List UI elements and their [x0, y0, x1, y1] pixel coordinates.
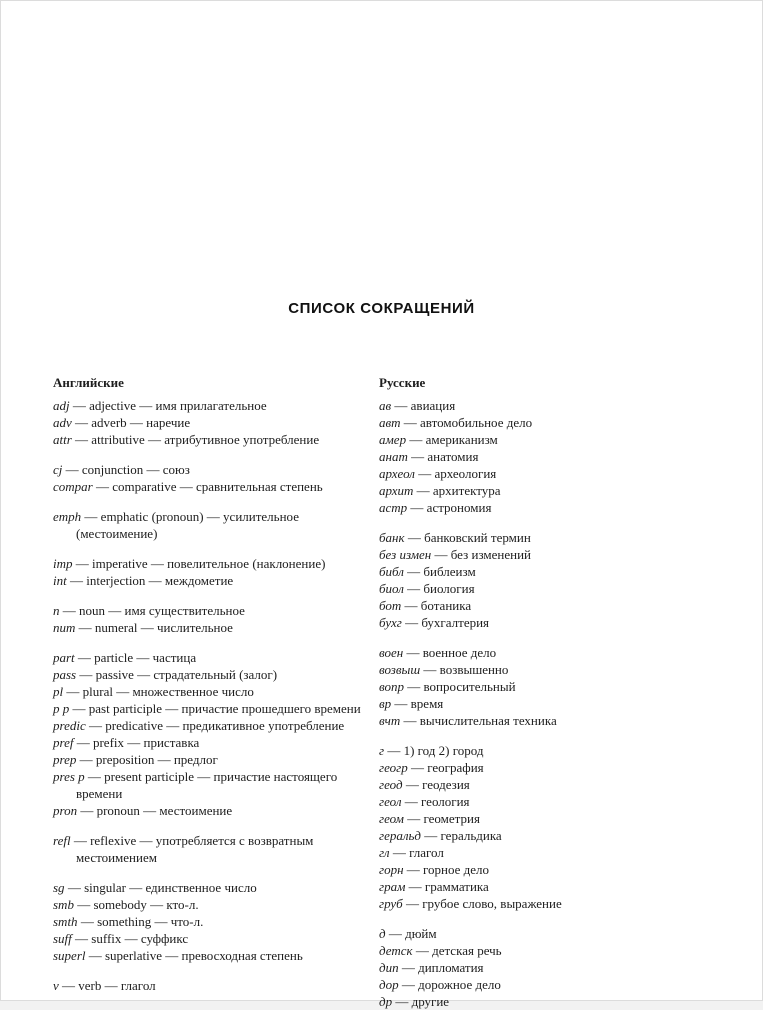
- abbreviation-term: геогр: [379, 760, 408, 775]
- abbreviation-expansion: военное дело: [422, 645, 497, 660]
- abbreviation-term: num: [53, 620, 76, 635]
- entry-group: [53, 397, 365, 448]
- abbreviation-term: suff: [53, 931, 72, 946]
- abbreviation-expansion: грубое слово, выражение: [422, 896, 562, 911]
- abbreviation-term: грам: [379, 879, 406, 894]
- abbreviation-expansion: геология: [421, 794, 470, 809]
- abbreviation-entry: attr — attributive — атрибутивное употребление: [53, 432, 320, 447]
- abbreviation-entry: дор — дорожное дело: [379, 977, 501, 992]
- entry-group: [53, 832, 365, 866]
- abbreviation-expansion: бухгалтерия: [421, 615, 490, 630]
- abbreviation-term: архит: [379, 483, 414, 498]
- abbreviation-expansion: 1) год 2) город: [403, 743, 484, 758]
- abbreviation-entry: гл — глагол: [379, 845, 444, 860]
- abbreviation-expansion: геометрия: [423, 811, 480, 826]
- abbreviation-term: adv: [53, 415, 72, 430]
- abbreviation-entry: emph — emphatic (pronoun) — усилительное (местоимение): [53, 509, 299, 541]
- abbreviation-entry: smb — somebody — кто-л.: [53, 897, 199, 912]
- abbreviation-term: др: [379, 994, 393, 1009]
- abbreviation-expansion: география: [427, 760, 484, 775]
- abbreviation-expansion: грамматика: [424, 879, 489, 894]
- abbreviation-expansion: автомобильное дело: [420, 415, 533, 430]
- abbreviation-entry: горн — горное дело: [379, 862, 490, 877]
- column-russian: [379, 374, 679, 1010]
- abbreviation-entry: sg — singular — единственное число: [53, 880, 257, 895]
- abbreviation-term: бухг: [379, 615, 402, 630]
- abbreviation-expansion: геодезия: [422, 777, 470, 792]
- abbreviation-expansion: авиация: [410, 398, 456, 413]
- abbreviation-expansion: adjective — имя прилагательное: [89, 398, 267, 413]
- abbreviation-term: геол: [379, 794, 402, 809]
- abbreviation-entry: compar — comparative — сравнительная степень: [53, 479, 323, 494]
- column-english-entries: [53, 397, 365, 994]
- entry-group: [53, 649, 365, 819]
- abbreviation-term: воен: [379, 645, 404, 660]
- entry-group: [53, 461, 365, 495]
- abbreviation-entry: ав — авиация: [379, 398, 456, 413]
- entry-group: [379, 925, 679, 1010]
- abbreviation-expansion: возвышенно: [439, 662, 509, 677]
- abbreviation-entry: амер — американизм: [379, 432, 498, 447]
- abbreviation-entry: авт — автомобильное дело: [379, 415, 533, 430]
- abbreviation-expansion: interjection — междометие: [86, 573, 234, 588]
- abbreviation-term: гл: [379, 845, 390, 860]
- page-title: СПИСОК СОКРАЩЕНИЙ: [288, 300, 475, 317]
- abbreviation-term: smth: [53, 914, 78, 929]
- abbreviation-expansion: астрономия: [426, 500, 492, 515]
- abbreviation-entry: геогр — география: [379, 760, 484, 775]
- abbreviation-entry: int — interjection — междометие: [53, 573, 234, 588]
- abbreviation-term: adj: [53, 398, 70, 413]
- abbreviation-entry: prep — preposition — предлог: [53, 752, 218, 767]
- abbreviation-expansion: comparative — сравнительная степень: [112, 479, 323, 494]
- abbreviation-entry: suff — suffix — суффикс: [53, 931, 189, 946]
- column-russian-header: Русские: [379, 375, 426, 390]
- abbreviation-entry: др — другие: [379, 994, 450, 1009]
- abbreviation-entry: pres p — present participle — причастие настоящего времени: [53, 769, 338, 801]
- abbreviation-term: smb: [53, 897, 74, 912]
- abbreviation-expansion: reflexive — употребляется с возвратным местоимением: [76, 833, 314, 865]
- abbreviation-term: вопр: [379, 679, 404, 694]
- abbreviation-entry: воен — военное дело: [379, 645, 497, 660]
- abbreviation-entry: архит — архитектура: [379, 483, 501, 498]
- column-english: [53, 374, 365, 994]
- abbreviation-entry: бухг — бухгалтерия: [379, 615, 490, 630]
- abbreviation-entry: геод — геодезия: [379, 777, 470, 792]
- abbreviation-entry: part — particle — частица: [53, 650, 197, 665]
- abbreviation-entry: грам — грамматика: [379, 879, 489, 894]
- abbreviation-expansion: adverb — наречие: [91, 415, 191, 430]
- abbreviation-expansion: numeral — числительное: [94, 620, 233, 635]
- abbreviation-entry: банк — банковский термин: [379, 530, 531, 545]
- abbreviation-entry: p p — past participle — причастие прошедшего времени: [53, 701, 361, 716]
- abbreviation-expansion: noun — имя существительное: [79, 603, 245, 618]
- abbreviation-entry: pl — plural — множественное число: [53, 684, 254, 699]
- abbreviation-expansion: вычислительная техника: [419, 713, 557, 728]
- abbreviation-term: pass: [53, 667, 77, 682]
- abbreviation-expansion: imperative — повелительное (наклонение): [92, 556, 326, 571]
- abbreviation-term: p p: [53, 701, 70, 716]
- abbreviation-expansion: геральдика: [440, 828, 502, 843]
- abbreviation-entry: v — verb — глагол: [53, 978, 156, 993]
- abbreviation-entry: predic — predicative — предикативное употребление: [53, 718, 345, 733]
- abbreviation-term: геод: [379, 777, 403, 792]
- abbreviation-term: pl: [53, 684, 64, 699]
- abbreviation-expansion: детская речь: [432, 943, 502, 958]
- abbreviation-entry: археол — археология: [379, 466, 497, 481]
- abbreviation-term: г: [379, 743, 385, 758]
- abbreviation-expansion: particle — частица: [94, 650, 197, 665]
- abbreviation-expansion: время: [410, 696, 444, 711]
- abbreviation-expansion: conjunction — союз: [81, 462, 190, 477]
- abbreviation-entry: библ — библеизм: [379, 564, 476, 579]
- abbreviation-term: горн: [379, 862, 404, 877]
- abbreviation-term: imp: [53, 556, 73, 571]
- abbreviation-expansion: predicative — предикативное употребление: [105, 718, 345, 733]
- abbreviation-entry: adv — adverb — наречие: [53, 415, 191, 430]
- abbreviation-expansion: дипломатия: [418, 960, 484, 975]
- abbreviation-expansion: somebody — кто-л.: [93, 897, 199, 912]
- abbreviation-entry: num — numeral — числительное: [53, 620, 233, 635]
- abbreviation-term: v: [53, 978, 59, 993]
- abbreviation-entry: д — дюйм: [379, 926, 437, 941]
- abbreviation-term: prep: [53, 752, 77, 767]
- abbreviation-entry: pref — prefix — приставка: [53, 735, 200, 750]
- abbreviation-expansion: горное дело: [423, 862, 490, 877]
- abbreviation-entry: возвыш — возвышенно: [379, 662, 509, 677]
- abbreviation-entry: дип — дипломатия: [379, 960, 484, 975]
- abbreviation-expansion: preposition — предлог: [95, 752, 218, 767]
- abbreviation-entry: imp — imperative — повелительное (наклонение): [53, 556, 326, 571]
- abbreviation-expansion: prefix — приставка: [92, 735, 200, 750]
- abbreviation-expansion: pronoun — местоимение: [96, 803, 233, 818]
- abbreviation-expansion: superlative — превосходная степень: [105, 948, 303, 963]
- entry-group: [53, 508, 365, 542]
- abbreviation-expansion: глагол: [409, 845, 444, 860]
- abbreviation-term: детск: [379, 943, 413, 958]
- abbreviation-expansion: дюйм: [405, 926, 437, 941]
- abbreviation-expansion: банковский термин: [424, 530, 531, 545]
- abbreviation-entry: n — noun — имя существительное: [53, 603, 245, 618]
- abbreviation-expansion: attributive — атрибутивное употребление: [91, 432, 320, 447]
- abbreviation-entry: pass — passive — страдательный (залог): [53, 667, 278, 682]
- abbreviation-term: бот: [379, 598, 402, 613]
- abbreviation-entry: геол — геология: [379, 794, 470, 809]
- abbreviation-term: д: [379, 926, 386, 941]
- abbreviation-term: ав: [379, 398, 392, 413]
- abbreviation-entry: груб — грубое слово, выражение: [379, 896, 562, 911]
- entry-group: [379, 644, 679, 729]
- abbreviation-entry: г — 1) год 2) город: [379, 743, 484, 758]
- abbreviation-expansion: past participle — причастие прошедшего времени: [88, 701, 361, 716]
- abbreviation-expansion: архитектура: [432, 483, 501, 498]
- abbreviation-term: астр: [379, 500, 408, 515]
- abbreviation-term: дип: [379, 960, 399, 975]
- entry-group: [379, 529, 679, 631]
- abbreviation-term: без измен: [379, 547, 432, 562]
- abbreviation-entry: cj — conjunction — союз: [53, 462, 190, 477]
- abbreviation-entry: smth — something — что-л.: [53, 914, 204, 929]
- abbreviation-term: анат: [379, 449, 408, 464]
- abbreviation-term: pres p: [53, 769, 85, 784]
- abbreviation-entry: pron — pronoun — местоимение: [53, 803, 233, 818]
- entry-group: [53, 602, 365, 636]
- abbreviation-term: дор: [379, 977, 399, 992]
- abbreviation-term: pref: [53, 735, 74, 750]
- abbreviation-expansion: suffix — суффикс: [91, 931, 189, 946]
- entry-group: [53, 555, 365, 589]
- abbreviation-expansion: singular — единственное число: [84, 880, 257, 895]
- abbreviation-term: биол: [379, 581, 404, 596]
- abbreviation-term: амер: [379, 432, 407, 447]
- abbreviation-entry: вр — время: [379, 696, 444, 711]
- abbreviation-expansion: американизм: [425, 432, 498, 447]
- abbreviation-expansion: другие: [411, 994, 450, 1009]
- abbreviation-entry: геом — геометрия: [379, 811, 480, 826]
- abbreviation-term: авт: [379, 415, 401, 430]
- abbreviation-entry: без измен — без изменений: [379, 547, 531, 562]
- abbreviation-entry: вчт — вычислительная техника: [379, 713, 557, 728]
- entry-group: [53, 879, 365, 964]
- entry-group: [53, 977, 365, 994]
- abbreviation-term: compar: [53, 479, 93, 494]
- abbreviation-entry: астр — астрономия: [379, 500, 492, 515]
- abbreviation-expansion: something — что-л.: [97, 914, 204, 929]
- abbreviation-term: superl: [53, 948, 86, 963]
- abbreviation-term: библ: [379, 564, 404, 579]
- abbreviation-entry: геральд — геральдика: [379, 828, 502, 843]
- abbreviation-term: predic: [53, 718, 86, 733]
- abbreviation-term: банк: [379, 530, 405, 545]
- entry-group: [379, 397, 679, 516]
- abbreviation-term: вр: [379, 696, 392, 711]
- abbreviation-expansion: plural — множественное число: [82, 684, 254, 699]
- abbreviation-term: геом: [379, 811, 404, 826]
- abbreviation-term: n: [53, 603, 60, 618]
- abbreviation-expansion: ботаника: [420, 598, 472, 613]
- abbreviation-entry: анат — анатомия: [379, 449, 479, 464]
- abbreviation-term: emph: [53, 509, 82, 524]
- abbreviation-term: attr: [53, 432, 72, 447]
- abbreviation-expansion: вопросительный: [423, 679, 516, 694]
- abbreviation-expansion: emphatic (pronoun) — усилительное (местоимение): [76, 509, 299, 541]
- entry-group: [379, 742, 679, 912]
- abbreviation-entry: superl — superlative — превосходная степень: [53, 948, 303, 963]
- abbreviation-expansion: passive — страдательный (залог): [95, 667, 278, 682]
- abbreviation-term: sg: [53, 880, 65, 895]
- abbreviation-expansion: present participle — причастие настоящего времени: [76, 769, 338, 801]
- abbreviation-term: археол: [379, 466, 415, 481]
- column-english-header: Английские: [53, 375, 124, 390]
- abbreviation-expansion: библеизм: [423, 564, 476, 579]
- abbreviation-term: int: [53, 573, 67, 588]
- abbreviation-expansion: дорожное дело: [418, 977, 501, 992]
- abbreviation-expansion: без изменений: [450, 547, 531, 562]
- abbreviation-entry: adj — adjective — имя прилагательное: [53, 398, 267, 413]
- abbreviation-entry: биол — биология: [379, 581, 475, 596]
- abbreviation-term: геральд: [379, 828, 422, 843]
- abbreviation-expansion: археология: [434, 466, 497, 481]
- abbreviation-entry: детск — детская речь: [379, 943, 502, 958]
- abbreviation-term: refl: [53, 833, 71, 848]
- abbreviation-entry: refl — reflexive — употребляется с возвратным местоимением: [53, 833, 314, 865]
- abbreviation-term: возвыш: [379, 662, 421, 677]
- abbreviation-term: cj: [53, 462, 63, 477]
- column-russian-entries: [379, 397, 679, 1010]
- abbreviation-term: груб: [379, 896, 403, 911]
- abbreviation-term: part: [53, 650, 75, 665]
- abbreviation-entry: бот — ботаника: [379, 598, 472, 613]
- abbreviation-expansion: биология: [423, 581, 475, 596]
- abbreviation-expansion: verb — глагол: [78, 978, 156, 993]
- abbreviation-expansion: анатомия: [427, 449, 479, 464]
- abbreviation-term: вчт: [379, 713, 401, 728]
- abbreviation-term: pron: [53, 803, 78, 818]
- abbreviation-entry: вопр — вопросительный: [379, 679, 516, 694]
